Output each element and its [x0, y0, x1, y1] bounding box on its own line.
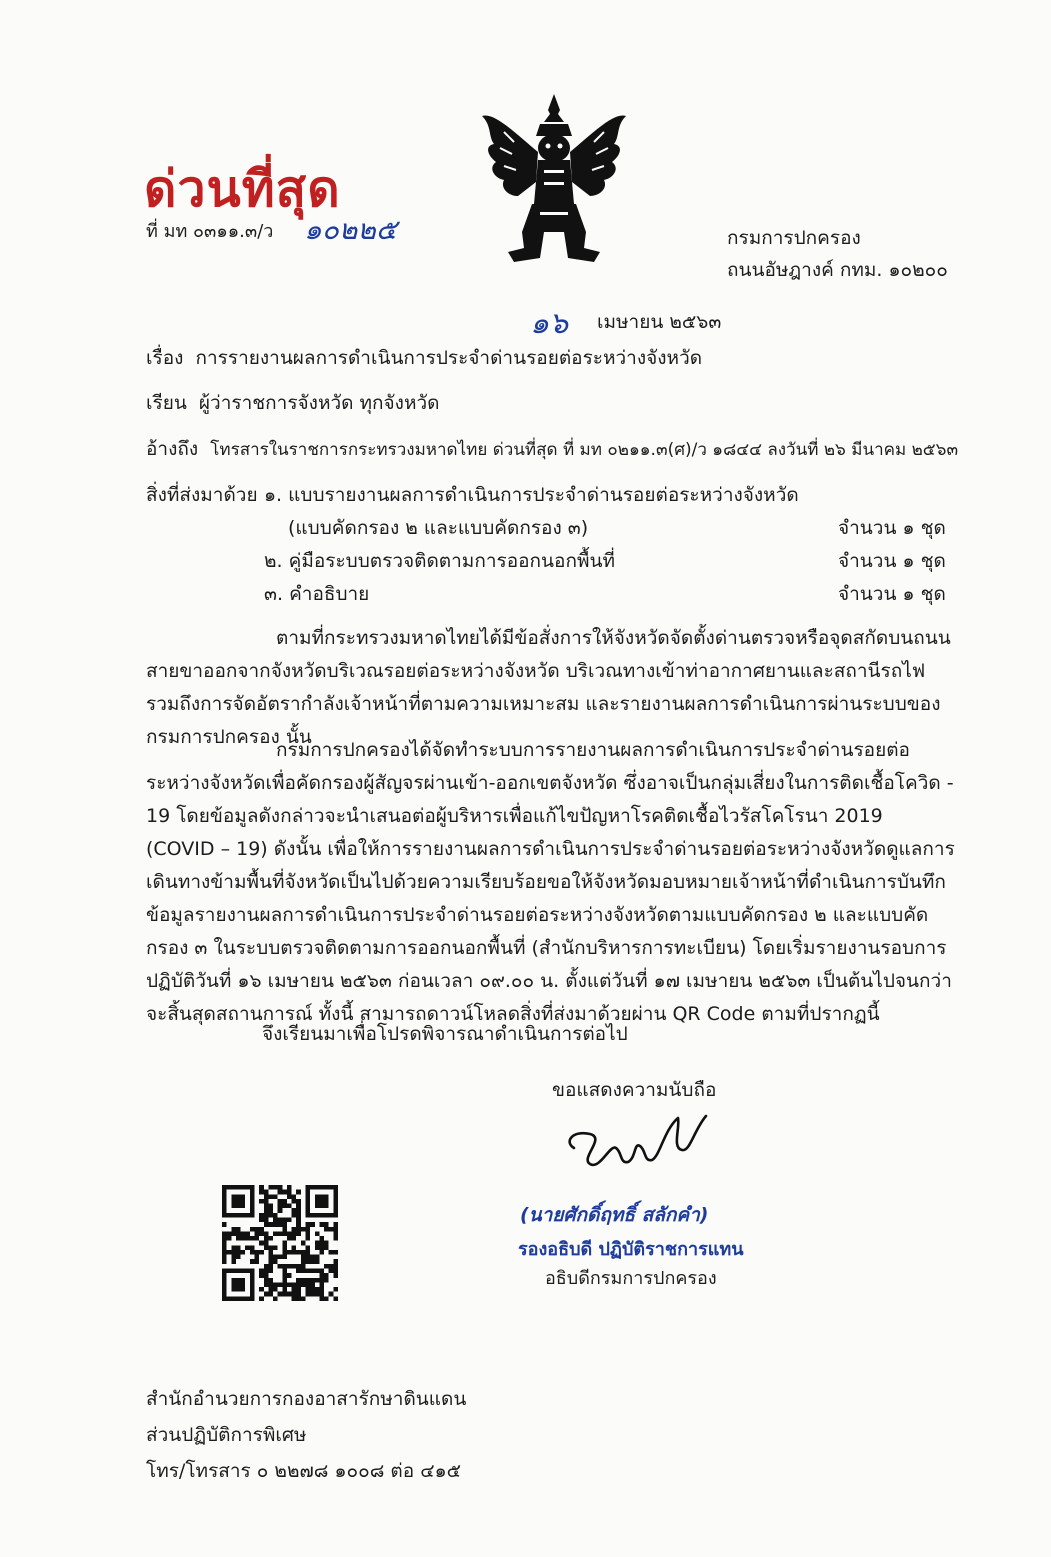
- document-number: ที่ มท ๐๓๑๑.๓/ว: [146, 221, 274, 242]
- handwritten-signature: [560, 1108, 710, 1178]
- subject-text: การรายงานผลการดำเนินการประจำด่านรอยต่อระหว่างจังหวัด: [195, 347, 703, 369]
- reference-text: โทรสารในราชการกระทรวงมหาดไทย ด่วนที่สุด ที่ มท ๐๒๑๑.๓(ศ)/ว ๑๘๔๔ ลงวันที่ ๒๖ มีนาคม ๒๕๖๓: [210, 440, 959, 460]
- footer-phone: โทร/โทรสาร ๐ ๒๒๗๘ ๑๐๐๘ ต่อ ๔๑๕: [146, 1460, 462, 1482]
- date-month-year: เมษายน ๒๕๖๓: [597, 311, 722, 333]
- enclosure-qty: จำนวน ๑ ชุด: [838, 550, 946, 572]
- subject-row: [146, 344, 702, 372]
- subject-label: เรื่อง: [146, 347, 184, 369]
- enclosure-item: ๓. คำอธิบาย: [264, 583, 370, 605]
- signatory-department: อธิบดีกรมการปกครอง: [545, 1268, 717, 1289]
- garuda-emblem-icon: [474, 92, 634, 270]
- qr-code-icon: [222, 1183, 338, 1303]
- recipient-label: เรียน: [146, 392, 187, 414]
- closing-text: ขอแสดงความนับถือ: [552, 1079, 717, 1101]
- document-number-handwritten: ๑๐๒๒๕: [304, 213, 397, 246]
- paragraph-text: ตามที่กระทรวงมหาดไทยได้มีข้อสั่งการให้จังหวัดจัดตั้งด่านตรวจหรือจุดสกัดบนถนนสายขาออกจากจังหวัดบริเวณรอยต่อระหว่างจังหวัด บริเวณทางเข้าท่าอากาศยานและสถานีรถไฟ รวมถึงการจัดอัตรากำลังเจ้าหน้าที่ตามความเหมาะสม และรายงานผลการดำเนินการผ่านระบบของกรมการปกครอง นั้น: [146, 627, 951, 748]
- footer-office: สำนักอำนวยการกองอาสารักษาดินแดน: [146, 1388, 467, 1410]
- sender-organization: กรมการปกครอง: [727, 227, 861, 249]
- body-paragraph-3: [146, 1018, 956, 1051]
- enclosure-item: ๒. คู่มือระบบตรวจติดตามการออกนอกพื้นที่: [264, 550, 615, 572]
- reference-label: อ้างถึง: [146, 438, 199, 460]
- urgency-stamp: ด่วนที่สุด: [144, 159, 341, 218]
- enclosure-item: (แบบคัดกรอง ๒ และแบบคัดกรอง ๓): [288, 517, 589, 539]
- paragraph-text: กรมการปกครองได้จัดทำระบบการรายงานผลการดำเนินการประจำด่านรอยต่อระหว่างจังหวัดเพื่อคัดกรองผู้สัญจรผ่านเข้า-ออกเขตจังหวัด ซึ่งอาจเป็นกลุ่มเสี่ยงในการติดเชื้อโควิด - 19 โดยข้อมูลดังกล่าวจะนำเสนอต่อผู้บริหารเพื่อแก้ไขปัญหาโรคติดเชื้อไวรัสโคโรนา 2019 (COVID – 19) ดังนั้น เพื่อให้การรายงานผลการดำเนินการประจำด่านรอยต่อระหว่างจังหวัดดูแลการเดินทางข้ามพื้นที่จังหวัดเป็นไปด้วยความเรียบร้อยขอให้จังหวัดมอบหมายเจ้าหน้าที่ดำเนินการบันทึกข้อมูลรายงานผลการดำเนินการประจำด่านรอยต่อระหว่างจังหวัดตามแบบคัดกรอง ๒ และแบบคัดกรอง ๓ ในระบบตรวจติดตามการออกนอกพื้นที่ (สำนักบริหารการทะเบียน) โดยเริ่มรายงานรอบการปฏิบัติวันที่ ๑๖ เมษายน ๒๕๖๓ ก่อนเวลา ๐๙.๐๐ น. ตั้งแต่วันที่ ๑๗ เมษายน ๒๕๖๓ เป็นต้นไปจนกว่าจะสิ้นสุดสถานการณ์ ทั้งนี้ สามารถดาวน์โหลดสิ่งที่ส่งมาด้วยผ่าน QR Code ตามที่ปรากฏนี้: [146, 739, 955, 1025]
- recipient-row: [146, 389, 440, 417]
- enclosure-qty: จำนวน ๑ ชุด: [838, 583, 946, 605]
- recipient-text: ผู้ว่าราชการจังหวัด ทุกจังหวัด: [198, 392, 440, 414]
- sender-address: ถนนอัษฎางค์ กทม. ๑๐๒๐๐: [727, 259, 948, 281]
- enclosure-label: สิ่งที่ส่งมาด้วย: [146, 484, 258, 506]
- date-day-handwritten: ๑๖: [530, 306, 569, 341]
- reference-row: [146, 435, 958, 464]
- body-paragraph-2: [146, 734, 956, 1031]
- footer-division: ส่วนปฏิบัติการพิเศษ: [146, 1424, 307, 1446]
- enclosure-item: ๑. แบบรายงานผลการดำเนินการประจำด่านรอยต่อระหว่างจังหวัด: [264, 484, 799, 506]
- signatory-name: (นายศักดิ์ฤทธิ์ สลักคำ): [520, 1204, 709, 1226]
- signatory-position: รองอธิบดี ปฏิบัติราชการแทน: [518, 1239, 744, 1260]
- paragraph-text: จึงเรียนมาเพื่อโปรดพิจารณาดำเนินการต่อไป: [262, 1023, 628, 1045]
- enclosure-qty: จำนวน ๑ ชุด: [838, 517, 946, 539]
